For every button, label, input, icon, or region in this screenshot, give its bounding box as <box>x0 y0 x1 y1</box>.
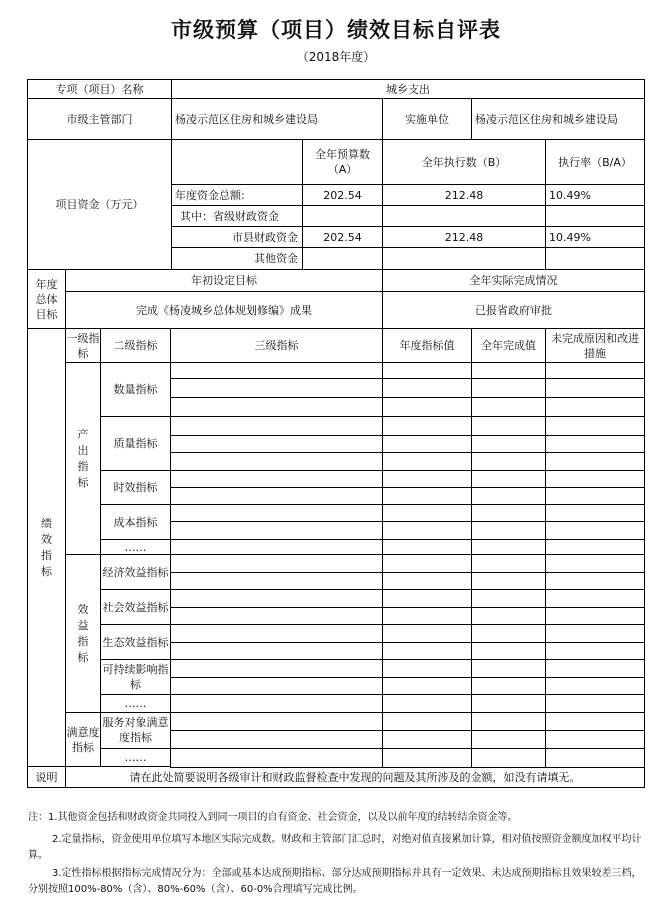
indicator-cell <box>471 504 546 522</box>
indicator-cell <box>382 539 472 555</box>
funds-row-other-rate <box>545 247 645 270</box>
funds-row-total-label: 年度资金总额: <box>171 184 303 206</box>
header-reason: 未完成原因和改进措施 <box>545 328 645 363</box>
effect-ecological: 生态效益指标 <box>100 624 171 660</box>
funds-row-total-rate: 10.49% <box>545 184 645 206</box>
indicator-cell <box>382 572 472 590</box>
col-rate-header: 执行率（B/A） <box>545 139 645 185</box>
indicator-cell <box>471 642 546 660</box>
goal-done-value: 已报省政府审批 <box>382 291 645 329</box>
note-2: 2.定量指标，资金使用单位填写本地区实际完成数。财政和主管部门汇总时，对绝对值直接累加计算，相对值按照资金额度加权平均计算。 <box>28 834 642 861</box>
goal-done-header: 全年实际完成情况 <box>382 269 645 292</box>
indicator-cell <box>382 712 472 731</box>
project-name-value: 城乡支出 <box>171 79 645 99</box>
funds-row-other-exec <box>382 247 546 270</box>
header-level2: 二级指标 <box>100 328 171 363</box>
satisfaction-service: 服务对象满意度指标 <box>100 712 171 749</box>
indicator-cell <box>545 730 645 749</box>
effect-more: …… <box>100 694 171 713</box>
indicator-cell <box>170 730 383 749</box>
indicator-cell <box>170 362 383 379</box>
indicator-cell <box>170 470 383 488</box>
indicator-cell <box>471 554 546 573</box>
output-quality: 质量指标 <box>100 416 171 471</box>
indicator-cell <box>382 470 472 488</box>
funds-row-city-label: 市县财政资金 <box>171 226 303 248</box>
indicator-cell <box>471 452 546 471</box>
output-more: …… <box>100 539 171 555</box>
indicator-cell <box>382 694 472 713</box>
indicator-cell <box>170 748 383 768</box>
indicator-cell <box>382 487 472 505</box>
funds-label: 项目资金（万元） <box>27 139 172 270</box>
page-title: 市级预算（项目）绩效目标自评表 <box>171 18 501 42</box>
indicator-cell <box>545 694 645 713</box>
col-budget-header: 全年预算数（A） <box>302 139 383 185</box>
impl-unit-label: 实施单位 <box>382 98 472 140</box>
indicator-cell <box>170 397 383 417</box>
indicator-cell <box>471 435 546 453</box>
indicator-cell <box>170 378 383 398</box>
output-quantity: 数量指标 <box>100 362 171 417</box>
indicator-cell <box>545 362 645 379</box>
note-1: 注：1.其他资金包括和财政资金共同投入到同一项目的自有资金、社会资金，以及以前年度的结转结余资金等。 <box>28 812 518 823</box>
explain-label: 说明 <box>27 766 66 788</box>
indicator-cell <box>545 435 645 453</box>
indicator-cell <box>382 397 472 417</box>
header-level1: 一级指标 <box>65 328 101 363</box>
funds-row-province-rate <box>545 205 645 227</box>
indicator-cell <box>382 504 472 522</box>
effect-economic: 经济效益指标 <box>100 554 171 590</box>
header-done: 全年完成值 <box>471 328 546 363</box>
indicator-cell <box>170 452 383 471</box>
indicator-cell <box>471 397 546 417</box>
funds-row-province-budget <box>302 205 383 227</box>
indicator-cell <box>471 521 546 540</box>
satisfaction-more: …… <box>100 748 171 767</box>
header-target: 年度指标值 <box>382 328 472 363</box>
indicator-cell <box>382 521 472 540</box>
indicator-cell <box>545 397 645 417</box>
indicator-cell <box>170 589 383 608</box>
explain-value: 请在此处简要说明各级审计和财政监督检查中发现的问题及其所涉及的金额，如没有请填无。 <box>65 766 645 788</box>
indicator-cell <box>545 589 645 608</box>
indicator-cell <box>170 642 383 660</box>
indicator-cell <box>170 659 383 678</box>
indicator-cell <box>471 589 546 608</box>
indicator-cell <box>545 504 645 522</box>
indicator-cell <box>382 607 472 625</box>
indicator-cell <box>471 694 546 713</box>
indicator-cell <box>170 572 383 590</box>
goal-set-value: 完成《杨凌城乡总体规划修编》成果 <box>65 291 383 329</box>
indicator-cell <box>471 572 546 590</box>
indicator-cell <box>170 521 383 540</box>
funds-row-province-exec <box>382 205 546 227</box>
indicator-cell <box>382 730 472 749</box>
goal-set-header: 年初设定目标 <box>65 269 383 292</box>
indicator-cell <box>471 470 546 488</box>
funds-row-city-budget: 202.54 <box>302 226 383 248</box>
indicator-cell <box>170 624 383 643</box>
funds-row-total-exec: 212.48 <box>382 184 546 206</box>
indicator-cell <box>170 435 383 453</box>
indicator-cell <box>170 539 383 555</box>
indicator-cell <box>382 589 472 608</box>
indicator-cell <box>471 748 546 768</box>
indicator-cell <box>471 712 546 731</box>
indicator-cell <box>382 435 472 453</box>
indicator-cell <box>170 712 383 731</box>
indicator-cell <box>382 659 472 678</box>
effect-social: 社会效益指标 <box>100 589 171 625</box>
indicator-cell <box>170 607 383 625</box>
indicator-cell <box>471 362 546 379</box>
dept-value: 杨凌示范区住房和城乡建设局 <box>171 98 383 140</box>
indicator-cell <box>545 452 645 471</box>
indicator-cell <box>382 416 472 436</box>
indicator-cell <box>471 487 546 505</box>
funds-row-province-label: 其中：省级财政资金 <box>171 205 303 227</box>
indicator-cell <box>471 730 546 749</box>
indicator-cell <box>382 677 472 695</box>
col-exec-header: 全年执行数（B） <box>382 139 546 185</box>
indicator-cell <box>382 748 472 768</box>
funds-row-city-exec: 212.48 <box>382 226 546 248</box>
indicator-cell <box>471 659 546 678</box>
funds-row-total-budget: 202.54 <box>302 184 383 206</box>
indicator-cell <box>471 416 546 436</box>
indicator-cell <box>545 470 645 488</box>
indicator-cell <box>545 378 645 398</box>
indicator-cell <box>545 521 645 540</box>
indicator-cell <box>545 677 645 695</box>
funds-row-other-budget <box>302 247 383 270</box>
indicator-cell <box>545 659 645 678</box>
funds-header-blank <box>171 139 303 185</box>
dept-label: 市级主管部门 <box>27 98 172 140</box>
effect-indicator-label: 效益指标 <box>65 554 101 713</box>
indicator-cell <box>545 712 645 731</box>
indicator-cell <box>170 677 383 695</box>
indicator-cell <box>471 539 546 555</box>
indicator-cell <box>545 416 645 436</box>
year-label: （2018年度） <box>296 50 376 64</box>
indicator-cell <box>545 748 645 768</box>
indicator-cell <box>545 572 645 590</box>
indicator-cell <box>382 624 472 643</box>
indicator-cell <box>471 677 546 695</box>
indicator-cell <box>170 487 383 505</box>
indicator-cell <box>545 624 645 643</box>
indicator-cell <box>170 554 383 573</box>
indicator-cell <box>471 607 546 625</box>
project-name-label: 专项（项目）名称 <box>27 79 172 99</box>
indicator-cell <box>170 504 383 522</box>
indicator-cell <box>545 487 645 505</box>
indicator-cell <box>545 554 645 573</box>
output-timeliness: 时效指标 <box>100 470 171 505</box>
indicator-cell <box>382 642 472 660</box>
satisfaction-indicator-label: 满意度指标 <box>65 712 101 767</box>
effect-sustainable: 可持续影响指标 <box>100 659 171 695</box>
indicator-cell <box>471 624 546 643</box>
indicator-cell <box>471 378 546 398</box>
indicator-cell <box>545 642 645 660</box>
perf-label: 绩效指标 <box>27 328 66 767</box>
note-3: 3.定性指标根据指标完成情况分为：全部或基本达成预期指标、部分达成预期指标并具有一定效果、未达成预期指标且效果较差三档，分别按照100%-80%（含）、80%-60%（含）、60-0%合理填写完成比例。 <box>28 868 642 895</box>
funds-row-other-label: 其他资金 <box>171 247 303 270</box>
indicator-cell <box>382 452 472 471</box>
indicator-cell <box>170 416 383 436</box>
indicator-cell <box>545 539 645 555</box>
output-indicator-label: 产出指标 <box>65 362 101 555</box>
funds-row-city-rate: 10.49% <box>545 226 645 248</box>
indicator-cell <box>170 694 383 713</box>
annual-goal-label: 年度总体目标 <box>27 269 66 329</box>
indicator-cell <box>382 554 472 573</box>
impl-unit-value: 杨凌示范区住房和城乡建设局 <box>471 98 645 140</box>
output-cost: 成本指标 <box>100 504 171 540</box>
indicator-cell <box>382 378 472 398</box>
indicator-cell <box>382 362 472 379</box>
indicator-cell <box>545 607 645 625</box>
header-level3: 三级指标 <box>170 328 383 363</box>
